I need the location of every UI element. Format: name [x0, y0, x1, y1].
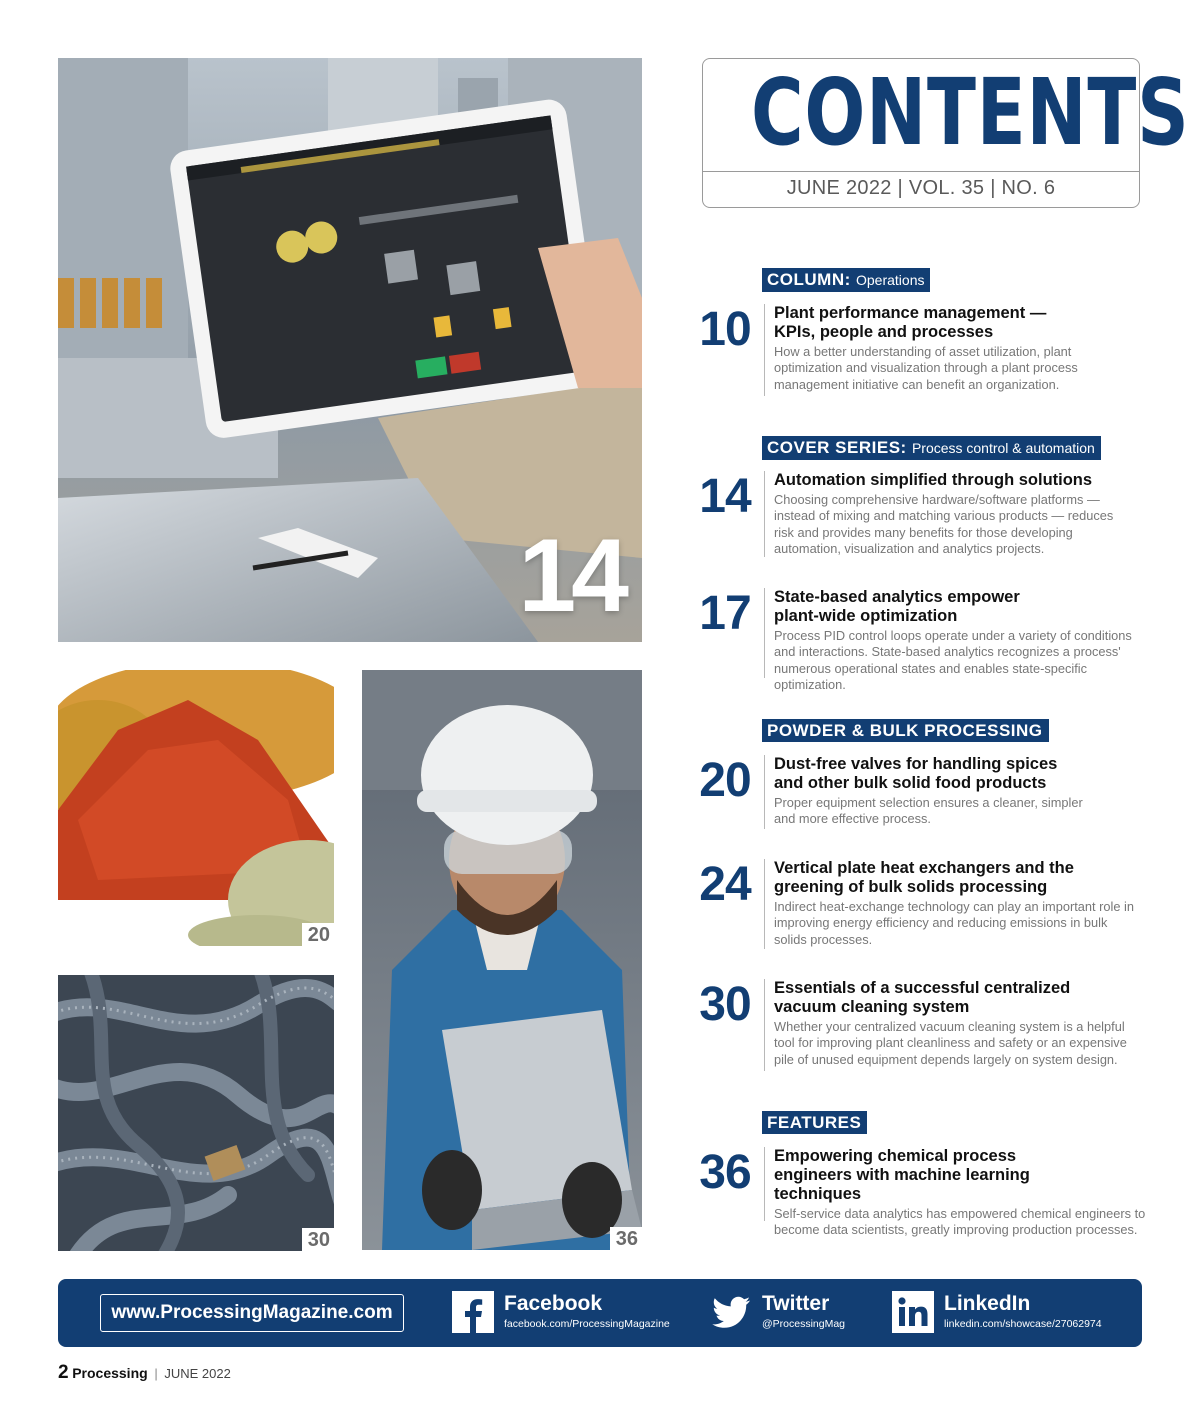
entry-page-number: 20 — [699, 754, 751, 807]
hoses-illustration — [58, 975, 334, 1251]
section-tag-sub: Process control & automation — [911, 440, 1095, 456]
section-tag-bold: COVER SERIES: — [767, 438, 907, 457]
entry-title: Automation simplified through solutions — [774, 471, 1093, 489]
entry-page-number: 30 — [699, 978, 751, 1031]
contents-divider — [703, 171, 1139, 172]
section-tag-cover-series — [762, 436, 1101, 460]
magazine-name: Processing — [72, 1365, 148, 1381]
entry-description: Indirect heat-exchange technology can play an important role in improving energy efficiency and reducing emissions in bulk solids processes. — [774, 899, 1134, 947]
twitter-icon — [710, 1291, 752, 1333]
facebook-link[interactable] — [452, 1291, 682, 1335]
linkedin-link[interactable] — [892, 1291, 1122, 1335]
contents-title: CONTENTS — [750, 59, 1190, 166]
entry-title: State-based analytics empower plant-wide optimization — [774, 588, 1020, 625]
linkedin-handle: linkedin.com/showcase/27062974 — [944, 1318, 1102, 1330]
entry-title: Essentials of a successful centralized vacuum cleaning system — [774, 979, 1071, 1016]
twitter-handle: @ProcessingMag — [762, 1318, 846, 1330]
engineer-illustration — [362, 670, 642, 1250]
issue-info: JUNE 2022 | VOL. 35 | NO. 6 — [786, 177, 1056, 199]
entry-body — [764, 979, 1138, 1071]
spices-illustration — [58, 670, 334, 946]
facebook-icon — [452, 1291, 494, 1333]
twitter-name: Twitter — [762, 1292, 830, 1315]
entry-body — [764, 304, 1134, 396]
entry-page-number: 17 — [699, 587, 751, 640]
cover-page-number: 14 — [518, 518, 624, 634]
entry-page-number: 36 — [699, 1146, 751, 1199]
section-tag-bold: FEATURES — [767, 1113, 862, 1132]
spices-page-number: 20 — [302, 923, 334, 946]
section-tag-features — [762, 1111, 867, 1134]
entry-page-number: 10 — [699, 303, 751, 356]
entry-page-number: 24 — [699, 858, 751, 911]
hoses-photo — [58, 975, 334, 1251]
spices-photo — [58, 670, 334, 946]
section-tag-column — [762, 268, 930, 292]
contents-header — [702, 58, 1190, 208]
page-number: 2 — [58, 1362, 69, 1383]
entry-body — [764, 588, 1146, 692]
social-footer-bar — [58, 1279, 1142, 1347]
footer-separator: | — [154, 1366, 158, 1381]
entry-description: Proper equipment selection ensures a cleaner, simpler and more effective process. — [774, 795, 1083, 827]
entry-title: Plant performance management — KPIs, people and processes — [774, 304, 1047, 341]
engineer-photo — [362, 670, 642, 1250]
footer-date: JUNE 2022 — [164, 1366, 231, 1381]
section-tag-bold: POWDER & BULK PROCESSING — [767, 721, 1043, 740]
entry-description: How a better understanding of asset utilization, plant optimization and visualization through a plant process management initiative can benefit an organization. — [774, 344, 1078, 392]
section-tag-bold: COLUMN: — [767, 270, 851, 289]
entry-title: Empowering chemical process engineers with machine learning techniques — [774, 1147, 1030, 1203]
entry-title: Dust-free valves for handling spices and other bulk solid food products — [774, 755, 1058, 792]
engineer-page-number: 36 — [610, 1227, 642, 1250]
entry-page-number: 14 — [699, 470, 751, 523]
facebook-handle: facebook.com/ProcessingMagazine — [504, 1318, 670, 1330]
page-footer — [58, 1362, 231, 1384]
website-link[interactable]: www.ProcessingMagazine.com — [100, 1294, 404, 1332]
entry-description: Whether your centralized vacuum cleaning system is a helpful tool for improving plant cleanliness and safety or an expensive pile of unused equipment depends largely on system design. — [774, 1019, 1127, 1067]
entry-description: Process PID control loops operate under a variety of conditions and interactions. State-based analytics recognizes a process' numerous operational states and enables state-specific optimization. — [774, 628, 1132, 692]
linkedin-icon — [892, 1291, 934, 1333]
entry-description: Self-service data analytics has empowered chemical engineers to become data scientists, greatly improving production processes. — [774, 1206, 1146, 1238]
entry-body — [764, 859, 1138, 949]
twitter-link[interactable] — [710, 1291, 880, 1335]
section-tag-sub: Operations — [856, 272, 925, 288]
cover-photo-tablet — [58, 58, 642, 642]
entry-body — [764, 755, 1094, 829]
entry-description: Choosing comprehensive hardware/software platforms — instead of mixing and matching various products — reduces risk and provides many benefits for those developing automation, visualization and analytics projects. — [774, 492, 1114, 556]
hoses-page-number: 30 — [302, 1228, 334, 1251]
facebook-name: Facebook — [504, 1292, 603, 1315]
linkedin-name: LinkedIn — [944, 1292, 1031, 1315]
entry-title: Vertical plate heat exchangers and the greening of bulk solids processing — [774, 859, 1074, 896]
section-tag-powder-bulk — [762, 719, 1049, 742]
entry-body — [764, 471, 1134, 557]
entry-body — [764, 1147, 1146, 1238]
